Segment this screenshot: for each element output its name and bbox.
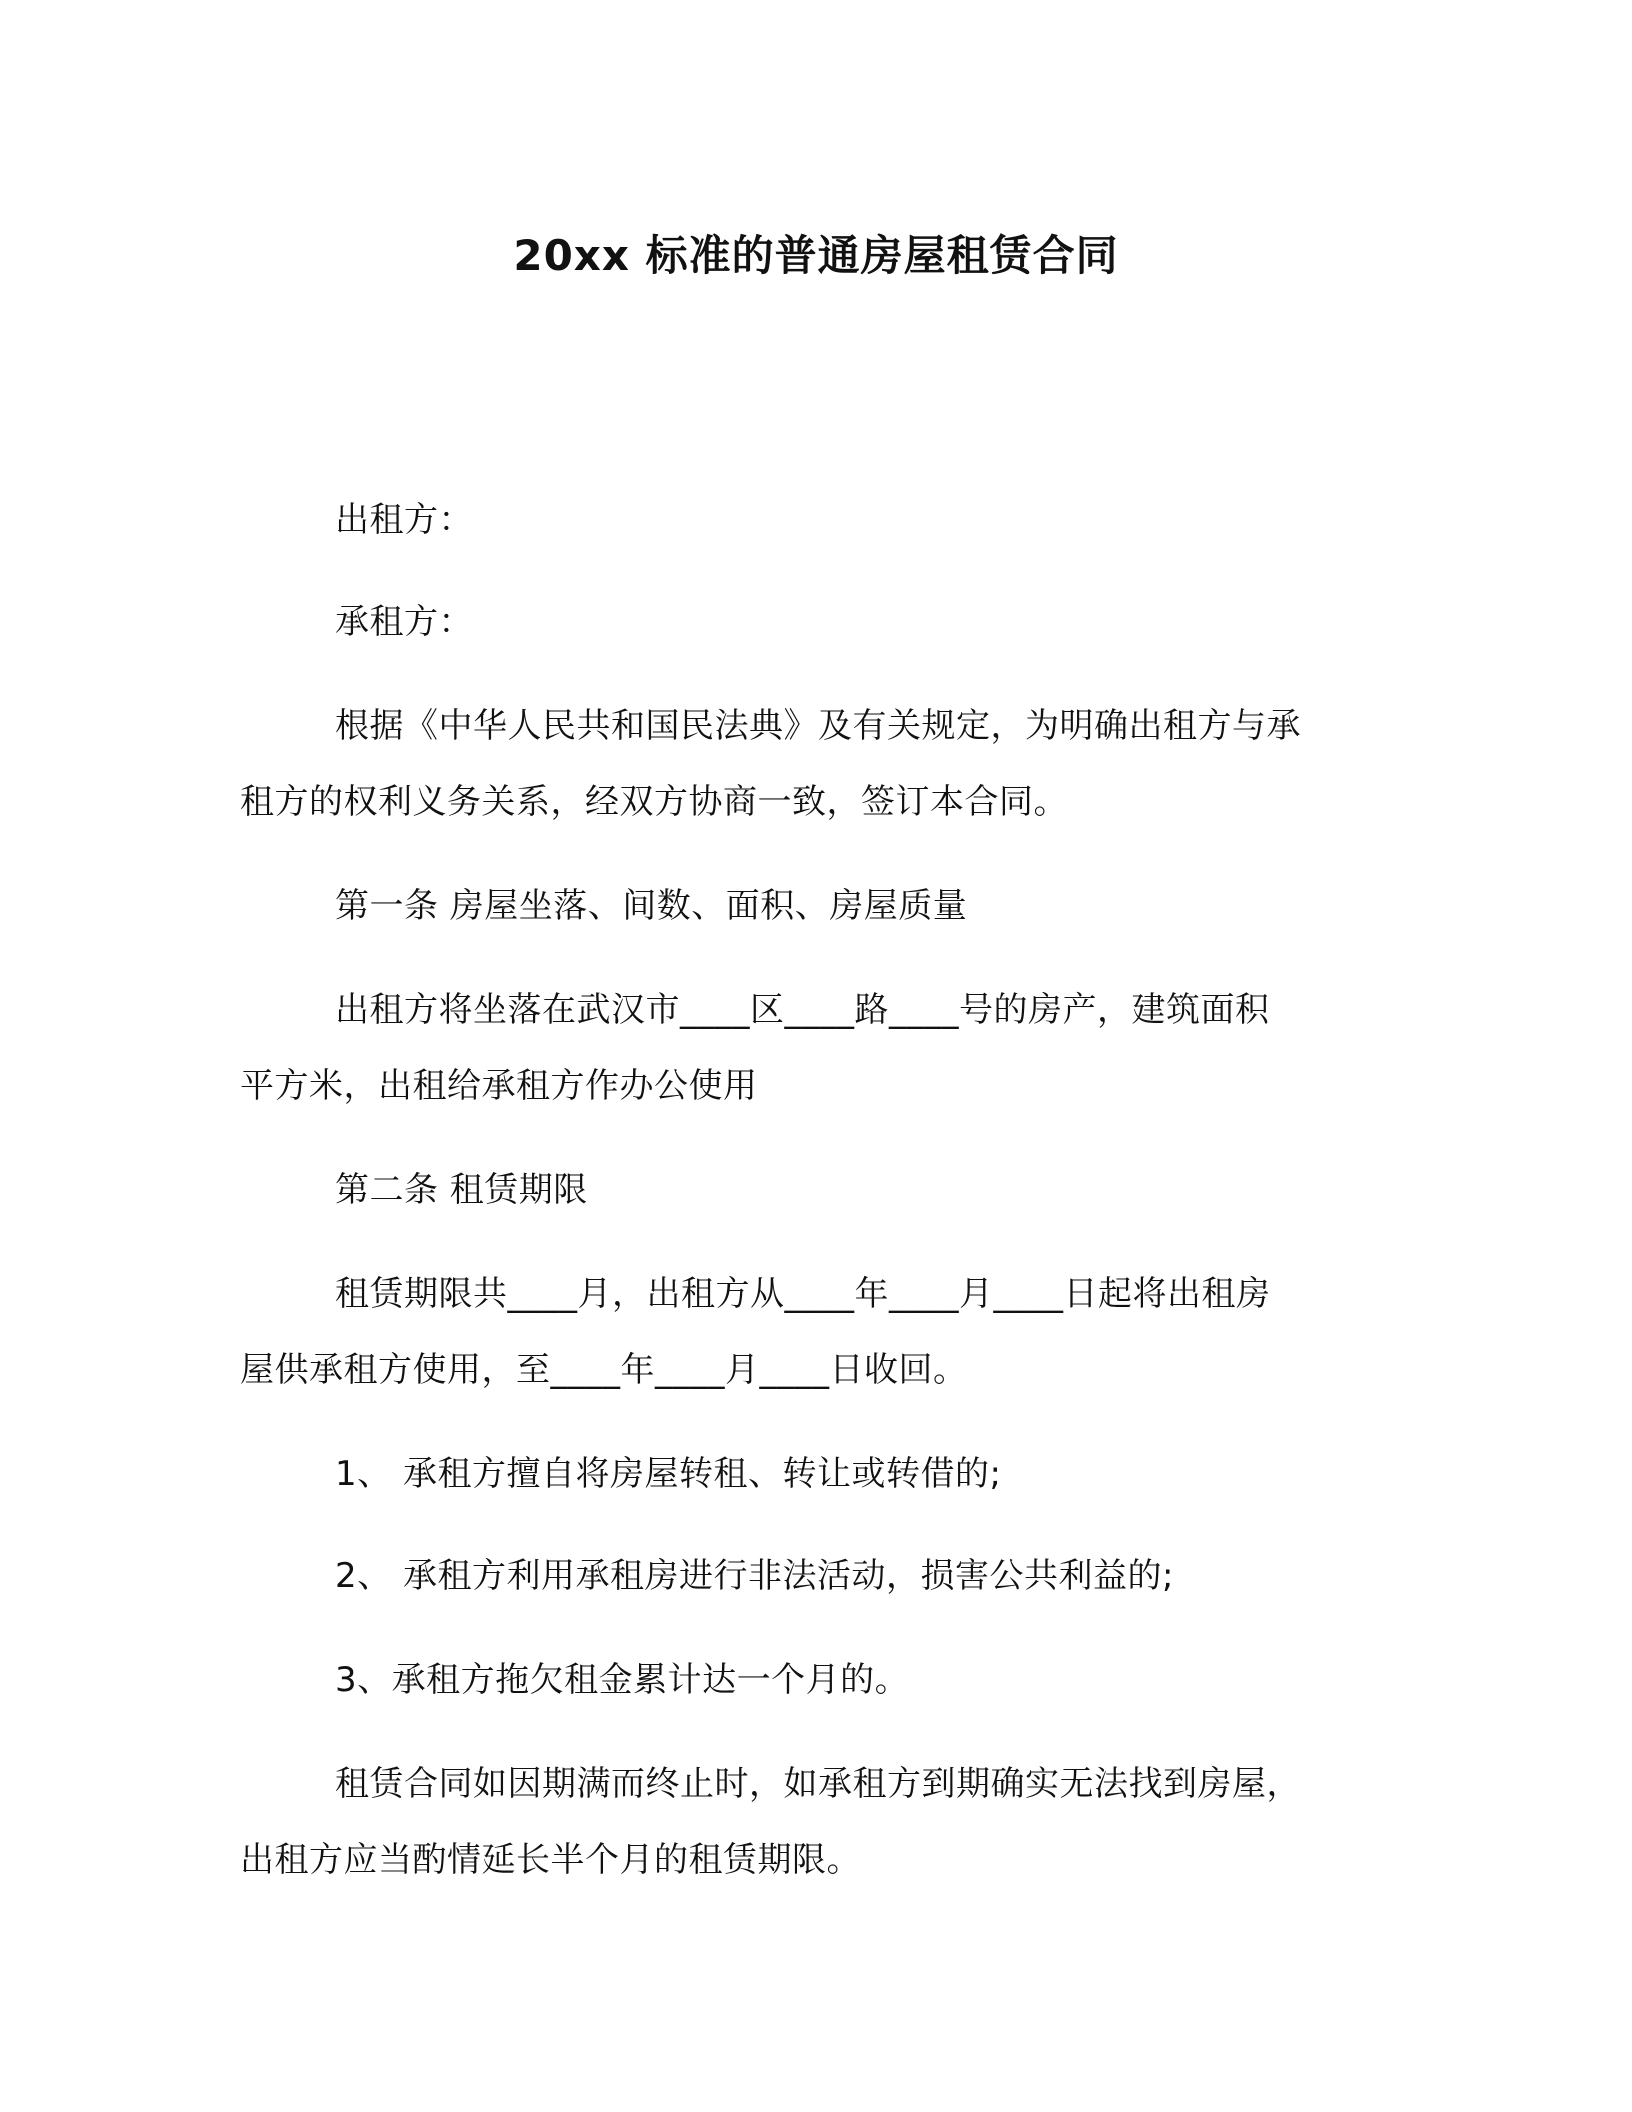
- list-item: 3、承租方拖欠租金累计达一个月的。: [335, 1660, 910, 1700]
- article1-body-line-2: 平方米，出租给承租方作办公使用: [240, 1066, 758, 1106]
- preamble-line-1: 根据《中华人民共和国民法典》及有关规定，为明确出租方与承: [335, 706, 1301, 746]
- extension-line-2: 出租方应当酌情延长半个月的租赁期限。: [240, 1840, 861, 1880]
- article2-body-line-1: 租赁期限共____月，出租方从____年____月____日起将出租房: [335, 1274, 1271, 1314]
- list-item: 1、 承租方擅自将房屋转租、转让或转借的;: [335, 1454, 1002, 1494]
- document-title: 20xx 标准的普通房屋租赁合同: [513, 231, 1119, 280]
- list-item: 2、 承租方利用承租房进行非法活动，损害公共利益的;: [335, 1556, 1174, 1596]
- article2-body-line-2: 屋供承租方使用，至____年____月____日收回。: [240, 1350, 968, 1390]
- preamble-line-2: 租方的权利义务关系，经双方协商一致，签订本合同。: [240, 782, 1068, 822]
- extension-line-1: 租赁合同如因期满而终止时，如承租方到期确实无法找到房屋，: [335, 1764, 1301, 1804]
- lessee-label: 承租方：: [335, 602, 473, 642]
- article2-heading: 第二条 租赁期限: [335, 1170, 588, 1210]
- article1-heading: 第一条 房屋坐落、间数、面积、房屋质量: [335, 886, 968, 926]
- article1-body-line-1: 出租方将坐落在武汉市____区____路____号的房产，建筑面积: [335, 990, 1270, 1030]
- lessor-label: 出租方：: [335, 500, 473, 540]
